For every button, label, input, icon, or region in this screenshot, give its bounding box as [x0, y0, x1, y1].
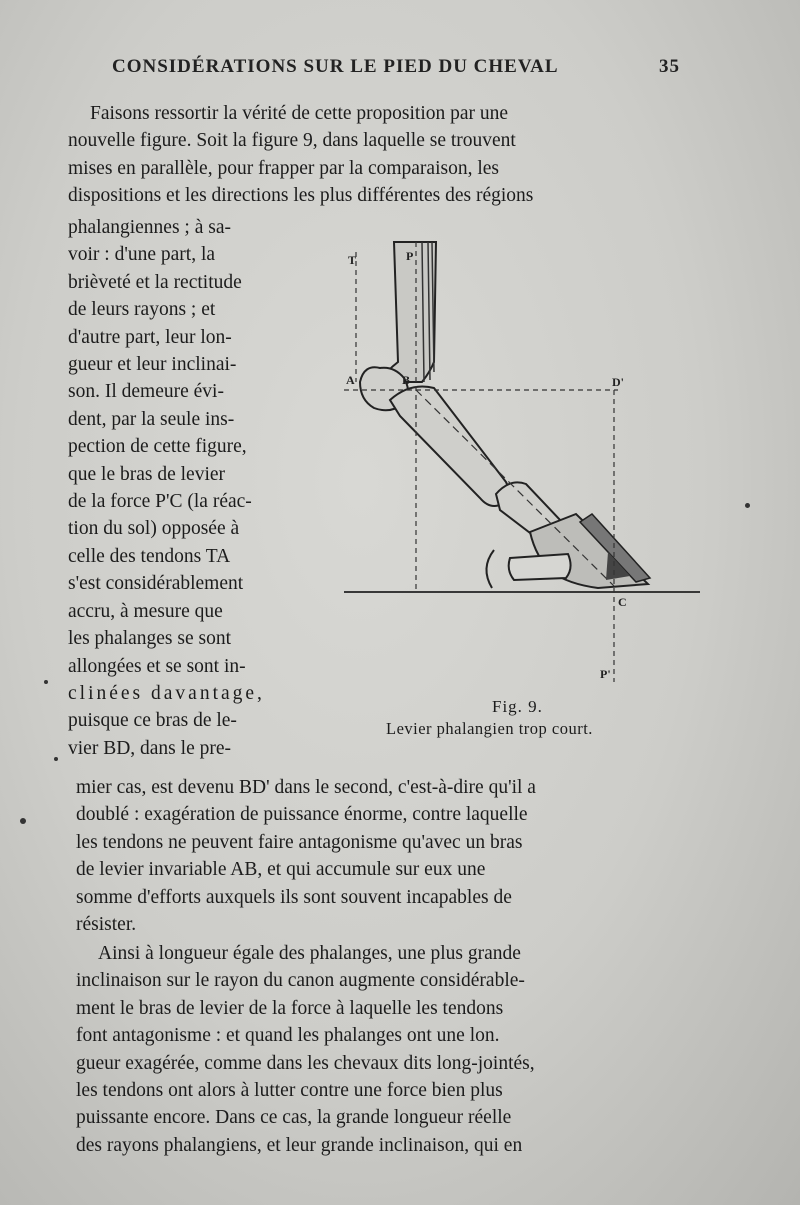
text-line: les phalanges se sont [68, 628, 232, 650]
label-A: A [346, 373, 355, 387]
text-line: inclinaison sur le rayon du canon augmente considérable- [76, 970, 525, 992]
text-line: puissante encore. Dans ce cas, la grande longueur réelle [76, 1107, 512, 1129]
label-D-prime: D' [612, 375, 624, 389]
text-line: dispositions et les directions les plus différentes des régions [68, 185, 534, 207]
text-line: gueur et leur inclinai- [68, 354, 237, 376]
text-line: de la force P'C (la réac- [68, 491, 252, 513]
text-line: clinées davantage, [68, 682, 265, 704]
label-P: P [406, 249, 414, 263]
text-line: d'autre part, leur lon- [68, 326, 232, 348]
text-line: son. Il demeure évi- [68, 381, 224, 403]
text-line: allongées et se sont in- [68, 655, 246, 677]
page-number: 35 [659, 56, 680, 77]
text-line: voir : d'une part, la [68, 244, 216, 266]
first-phalanx [390, 387, 509, 507]
wrapped-paragraph [68, 214, 308, 762]
text-line: Faisons ressortir la vérité de cette proposition par une [90, 103, 509, 124]
text-line: gueur exagérée, comme dans les chevaux dits long-jointés, [76, 1052, 535, 1074]
label-C: C [618, 595, 627, 609]
text-line: pection de cette figure, [68, 436, 247, 458]
running-header [112, 56, 680, 78]
second-paragraph [76, 940, 682, 1159]
text-line: tion du sol) opposée à [68, 518, 240, 540]
text-line: les tendons ont alors à lutter contre une force bien plus [76, 1080, 503, 1102]
ink-speck [20, 818, 26, 824]
text-line: nouvelle figure. Soit la figure 9, dans laquelle se trouvent [68, 130, 516, 152]
text-line: de levier invariable AB, et qui accumule sur eux une [76, 859, 486, 881]
figure-number: Fig. 9. [492, 697, 543, 716]
text-line: dent, par la seule ins- [68, 408, 235, 430]
text-line: somme d'efforts auxquels ils sont souvent incapables de [76, 886, 512, 908]
heel-curve [486, 550, 494, 588]
text-line: accru, à mesure que [68, 600, 223, 622]
text-line: puisque ce bras de le- [68, 710, 237, 732]
text-line: Ainsi à longueur égale des phalanges, une plus grande [98, 943, 521, 964]
phalanx-lever-figure [330, 232, 710, 692]
text-line: mier cas, est devenu BD' dans le second, c'est-à-dire qu'il a [76, 777, 536, 798]
text-line: ment le bras de levier de la force à laquelle les tendons [76, 997, 504, 1019]
text-line: de leurs rayons ; et [68, 299, 216, 321]
sole-bone [509, 554, 571, 580]
intro-paragraph [68, 100, 680, 210]
text-line: s'est considérablement [68, 573, 244, 595]
ink-speck [745, 503, 750, 508]
continued-paragraph [76, 774, 682, 938]
ink-speck [54, 757, 58, 761]
text-line: mises en parallèle, pour frapper par la comparaison, les [68, 157, 499, 179]
text-line: les tendons ne peuvent faire antagonisme qu'avec un bras [76, 831, 523, 853]
text-line: font antagonisme : et quand les phalanges ont une lon. [76, 1025, 500, 1047]
text-line: que le bras de levier [68, 463, 226, 485]
text-line: doublé : exagération de puissance énorme, contre laquelle [76, 804, 528, 826]
ink-speck [44, 680, 48, 684]
text-line: celle des tendons TA [68, 545, 231, 567]
text-line: des rayons phalangiens, et leur grande inclinaison, qui en [76, 1134, 523, 1156]
label-P-prime: P' [600, 667, 611, 681]
text-line: brièveté et la rectitude [68, 271, 242, 293]
figure-caption: Levier phalangien trop court. [386, 719, 593, 738]
running-title: CONSIDÉRATIONS SUR LE PIED DU CHEVAL [112, 56, 559, 77]
text-line: résister. [76, 914, 137, 936]
label-B: B [402, 373, 411, 387]
text-line: phalangiennes ; à sa- [68, 217, 231, 238]
text-line: vier BD, dans le pre- [68, 737, 231, 759]
label-T: T [348, 253, 357, 267]
